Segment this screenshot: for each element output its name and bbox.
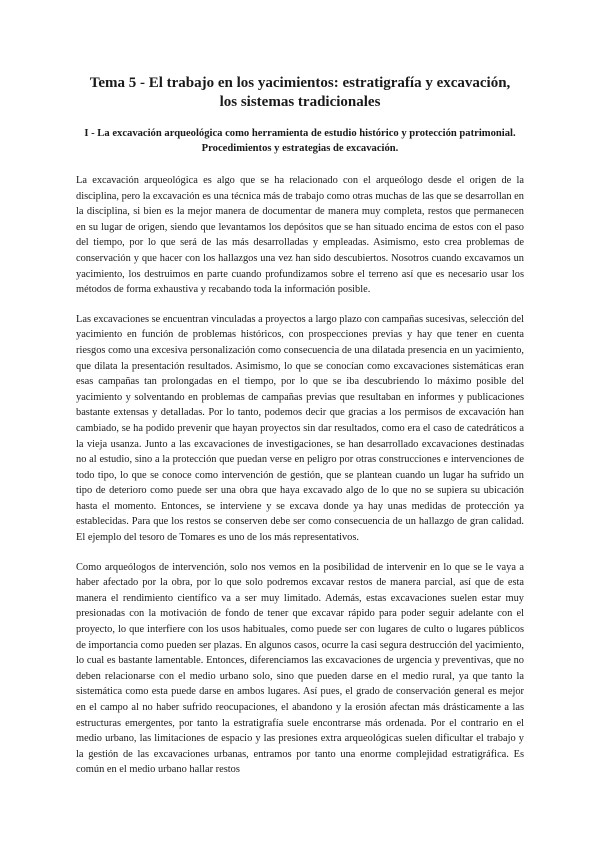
page-title: Tema 5 - El trabajo en los yacimientos: estratigrafía y excavación, los sistemas tradicionales — [89, 75, 511, 110]
paragraph-1: La excavación arqueológica es algo que se ha relacionado con el arqueólogo desde el origen de la disciplina, pero la excavación es una técnica más de trabajo como otras muchas de las que se desarrollan en la disciplina, si bien es la mejor manera de documentar de manera muy completa, restos que permanecen en su lugar de origen, siendo que levantamos los depósitos que se han situado encima de estos con el paso del tiempo, por lo que será de las más desarrolladas y empleadas. Asimismo, esto crea problemas de conservación y que hacer con los hallazgos una vez han sido descubiertos. Nosotros cuando excavamos un yacimiento, los destruimos en parte cuando profundizamos sobre el terreno así que es necesario usar los métodos de forma exhaustiva y recabando toda la información posible. — [76, 175, 524, 296]
section-heading: I - La excavación arqueológica como herramienta de estudio histórico y protección patrimonial. Procedimientos y estrategias de excavación. — [84, 128, 516, 154]
paragraph-2: Las excavaciones se encuentran vinculadas a proyectos a largo plazo con campañas sucesivas, selección del yacimiento en función de problemas históricos, con prospecciones previas y hay que tener en cuenta riesgos como una excesiva personalización como consecuencia de una dilatada presencia en un yacimiento, que dilata la presentación resultados. Asimismo, lo que se conocían como excavaciones sistemáticas eran esas campañas tan prolongadas en el tiempo, por lo que se iba descubriendo lo máximo posible del yacimiento y solventando en problemas de campañas previas que resultaban en informes y publicaciones bastante extensas y detalladas. Por lo tanto, podemos decir que gracias a los permisos de excavación han cambiado, se ha podido prevenir que hayan proyectos sin dar resultados, como era el caso de catedráticos a la vieja usanza. Junto a las excavaciones de investigaciones, se han desarrollado excavaciones destinadas no al estudio, sino a la protección que puedan verse en peligro por otras construcciones e intervenciones de todo tipo, lo que se conoce como intervención de gestión, que se plantean cuando un lugar ha sufrido un tipo de deterioro como puede ser una obra que haya excavado algo de lo que no se supiera su ubicación hasta el momento. Entonces, se interviene y se excava donde ya hay unas medidas de protección ya establecidas. Para que los restos se conserven debe ser como consecuencia de un hallazgo de gran calidad. El ejemplo del tesoro de Tomares es uno de los más representativos. — [76, 313, 524, 544]
paragraph-3: Como arqueólogos de intervención, solo nos vemos en la posibilidad de intervenir en lo que se le vaya a haber afectado por la obra, por lo que solo podremos excavar restos de manera parcial, así que de esta manera el rendimiento científico va a ser muy limitado. Además, estas excavaciones suelen estar muy presionadas con la motivación de fondo de tener que excavar rápido para poder seguir adelante con el proyecto, lo que interfiere con los usos habituales, como puede ser con lugares de culto o lugares públicos de importancia como pueden ser plazas. En algunos casos, ocurre la casi segura destrucción del yacimiento, lo cual es bastante lamentable. Entonces, diferenciamos las excavaciones de urgencia y preventivas, que no deben relacionarse con el medio urbano solo, sino que pueden darse en el medio rural, ya que tanto la sistemática como esta puede darse en ambos lugares. Así pues, el grado de conservación general es mejor en el campo al no haber sufrido reocupaciones, el abandono y la erosión afectan más drásticamente a las estructuras emergentes, por tanto la estratigrafía suele encontrarse más ordenada. Por el contrario en el medio urbano, las limitaciones de espacio y las presiones extra arqueológicas suelen dificultar el trabajo y la gestión de las excavaciones urbanas, entramos por tanto una enorme complejidad estratigráfica. Es común en el medio urbano hallar restos — [76, 561, 524, 776]
